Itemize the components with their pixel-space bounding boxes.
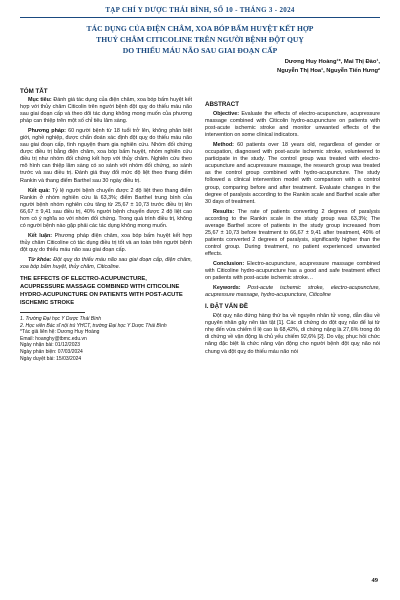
- header-rule: [20, 17, 380, 18]
- results-label-vi: Kết quả:: [28, 187, 51, 194]
- author-email: Email: hoanghy@tbmc.edu.vn: [20, 335, 87, 342]
- results-text-en: The rate of patients converting 2 degrees of paralysis according to the Rankin scale in the study group was 63,3%; The average Barthel score of patients in the study group increased from 25,67 ± 10,73 before treatment to 66,67 ± 9,41 after treatment, 40% of patients converted 2 degrees of paralysis, significantly higher than the control group. During treatment, no patient experienced unwanted effects.: [205, 208, 380, 257]
- corresponding-author: *Tác giả liên hệ: Dương Huy Hoàng: [20, 329, 100, 336]
- conclusion-text-vi: Phương pháp điện châm, xoa bóp bấm huyệt kết hợp thủy châm Citicoline có tác dụng điều trị tốt và an toàn trên người bệnh đột quỵ do thiếu máu não sau giai đoạn cấp.: [20, 232, 192, 253]
- method-paragraph-en: [205, 142, 380, 205]
- date-reviewed: Ngày phản biện: 07/03/2024: [20, 349, 83, 356]
- objective-label-vi: Mục tiêu:: [28, 97, 52, 103]
- method-label-en: Method:: [213, 142, 234, 149]
- objective-paragraph-en: [205, 111, 380, 139]
- footnotes: [20, 316, 192, 362]
- keywords-text-vi: Đột quỵ do thiếu máu não sau giai đoạn cấp, điện châm, xoa bóp bấm huyệt, thủy châm, Citicoline.: [20, 256, 193, 271]
- conclusion-paragraph-en: [205, 261, 380, 282]
- journal-header: TẠP CHÍ Y DƯỢC THÁI BÌNH, SỐ 10 - THÁNG 3 - 2024: [105, 6, 295, 14]
- authors-line-1: Dương Huy Hoàng¹*, Mai Thị Đào¹,: [284, 59, 380, 65]
- english-title: THE EFFECTS OF ELECTRO-ACUPUNCTURE, ACUPRESSURE MASSAGE COMBINED WITH CITICOLINE HYDRO-ACUPUNCTURE ON PATIENTS WITH POST-ACUTE ISCHEMIC STROKE: [20, 276, 183, 307]
- abstract-heading-en: ABSTRACT: [205, 101, 240, 108]
- title-line-1: TÁC DỤNG CỦA ĐIỆN CHÂM, XOA BÓP BẤM HUYỆT KẾT HỢP: [86, 24, 314, 33]
- keywords-label-en: Keywords:: [213, 285, 241, 292]
- conclusion-text-en: Electro-acupuncture, acupressure massage combined with Citicoline hydro-acupuncture has a good and safe treatment effect on patients with post-acute ischemic stroke…: [205, 260, 380, 282]
- conclusion-label-vi: Kết luận:: [28, 232, 53, 239]
- article-title: [30, 23, 370, 56]
- footnote-rule: [20, 312, 85, 313]
- results-text-vi: Tỷ lệ người bệnh chuyển được 2 độ liệt theo thang điểm Rankin ở nhóm nghiên cứu là 63,3%; điểm Barthel trung bình của người bệnh nhóm nghiên cứu tăng từ 25,67 ± 10,73 trước điều trị lên 66,67 ± 9,41 sau điều trị, 40% người bệnh chuyển được 2 độ liệt cao hơn có ý nghĩa so với nhóm đối chứng. Trong quá trình điều trị, không có người bệnh nào gặp phải các tác dụng không mong muốn.: [20, 187, 192, 229]
- keywords-label-vi: Từ khóa:: [28, 256, 52, 263]
- keywords-paragraph-vi: [20, 257, 192, 271]
- english-abstract-column: [205, 101, 380, 359]
- results-paragraph-vi: [20, 188, 192, 230]
- keywords-text-en: Post-acute ischemic stroke, electro-acupuncture, acupressure massage, hydro-acupuncture, Citicoline: [205, 285, 380, 299]
- objective-paragraph-vi: [20, 97, 192, 125]
- results-label-en: Results:: [213, 208, 235, 215]
- objective-label-en: Objective:: [213, 111, 240, 118]
- objective-text-vi: Đánh giá tác dụng của điện châm, xoa bóp bấm huyệt kết hợp với thủy châm Citicolin trên người bệnh đột quỵ do thiếu máu não sau giai đoạn cấp và theo dõi tác dụng không mong muốn của phương pháp can thiệp trên một số chỉ tiêu lâm sàng.: [20, 97, 192, 125]
- affiliation-2: 2. Học viên Bác sĩ nội trú YHCT, trường Đại học Y Dược Thái Bình: [20, 322, 167, 329]
- date-accepted: Ngày duyệt bài: 15/03/2024: [20, 355, 82, 362]
- introduction-paragraph: Đột quỵ não đứng hàng thứ ba về nguyên nhân tử vong, dẫn đầu về nguyên nhân gây nên tàn tật [1]. Các di chứng do đột quỵ não để lại từ nhẹ đến vừa chiếm tỉ lệ cao là 68,42%, di chứng nặng là 27,6% trong đó di chứng về vận động là chủ yếu chiếm 92,6% [2]. Do vậy, phục hồi chức năng đặc biệt là chức năng vận động cho người bệnh đột quỵ não nói chung và đột quỵ do thiếu máu não nói: [205, 313, 380, 355]
- method-paragraph-vi: [20, 128, 192, 184]
- date-received: Ngày nhận bài: 01/12/2023: [20, 342, 81, 349]
- authors-line-2: Nguyễn Thị Hoa¹, Nguyễn Tiến Hưng²: [277, 68, 380, 74]
- conclusion-paragraph-vi: [20, 233, 192, 254]
- page-number: 49: [371, 577, 378, 584]
- method-text-vi: 60 người bệnh từ 18 tuổi trở lên, không phân biệt giới, nghề nghiệp, được chẩn đoán xác định đột quỵ do thiếu máu não sau giai đoạn cấp, tình nguyện tham gia nghiên cứu. Nhóm đối chứng được điều trị bằng điện châm, xoa bóp bấm huyệt, nhóm nghiên cứu điều trị như nhóm đối chứng kết hợp với thủy châm. Nghiên cứu theo mô hình can thiệp lâm sàng có so sánh với nhóm đối chứng, so sánh trước và sau điều trị. Đánh giá thay đổi mức độ liệt theo thang điểm Rankin và thang điểm Barthel sau 30 ngày điều trị.: [20, 128, 192, 184]
- conclusion-label-en: Conclusion:: [213, 260, 245, 267]
- vietnamese-abstract-column: [20, 88, 193, 362]
- author-list: [200, 58, 380, 76]
- abstract-heading-vi: TÓM TẮT: [20, 88, 48, 95]
- keywords-paragraph-en: [205, 285, 380, 299]
- objective-text-en: Evaluate the effects of electro-acupuncture, acupressure massage combined with Citicolin hydro-acupuncture on patients with post-acute ischemic stroke and monitor unwanted effects of the intervention on some clinical indicators.: [205, 111, 381, 139]
- title-line-2: THUỶ CHÂM CITICOLINE TRÊN NGƯỜI BỆNH ĐỘT QUỴ: [96, 35, 304, 44]
- affiliation-1: 1. Trường Đại học Y Dược Thái Bình: [20, 316, 102, 323]
- method-text-en: 60 patients over 18 years old, regardless of gender or occupation, diagnosed with post-acute ischemic stroke, volunteered to participate in the study. The control group was treated with electro-acupuncture and acupressure massage, the research group was treated as the control group combined with hydro-acupuncture. The study followed a clinical intervention model with comparison with a control group, comparing before and after treatment. Evaluate changes in the degree of paralysis according to the Rankin scale and Barthel scale after 30 days of treatment.: [205, 142, 380, 205]
- section-heading-introduction: I. ĐẶT VẤN ĐỀ: [205, 303, 248, 311]
- method-label-vi: Phương pháp:: [28, 128, 66, 135]
- results-paragraph-en: [205, 209, 380, 258]
- title-line-3: DO THIẾU MÁU NÃO SAU GIAI ĐOẠN CẤP: [122, 46, 278, 55]
